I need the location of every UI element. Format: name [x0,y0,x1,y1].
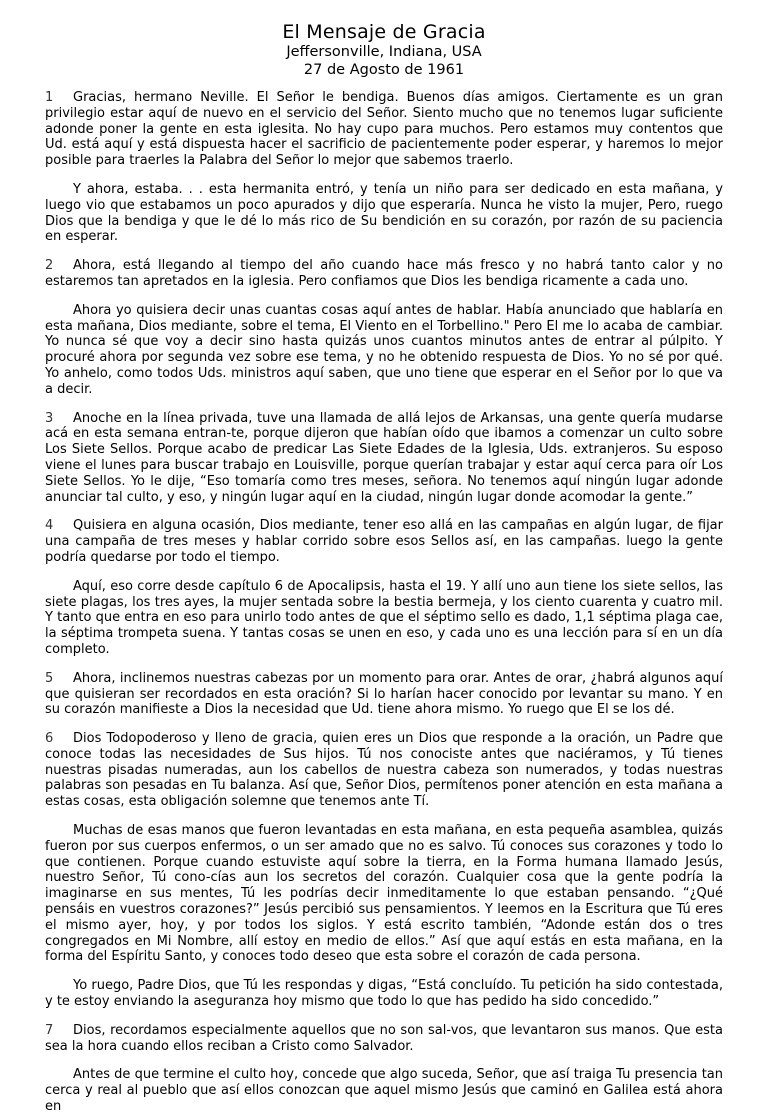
paragraph-number: 6 [45,731,54,747]
paragraph [45,258,723,290]
paragraph [45,90,723,169]
paragraph-number: 4 [45,518,54,534]
paragraph-text: Ahora, inclinemos nuestras cabezas por un momento para orar. Antes de orar, ¿habrá algunos aquí que quisieran ser recordados en esta oración? Si lo harían hacer conocido por levantar su mano. Y en su corazón manifieste a Dios la necesidad que Ud. tiene ahora mismo. Yo ruego que El se los dé. [45,670,723,718]
document-title: El Mensaje de Gracia [282,21,486,43]
paragraph [45,1067,723,1114]
paragraph-text: Quisiera en alguna ocasión, Dios mediante, tener eso allá en las campañas en algún lugar, de fijar una campaña de tres meses y hablar corrido sobre esos Sellos así, en las campañas. luego la gente podría quedarse por todo el tiempo. [45,518,723,565]
paragraph [45,579,723,658]
paragraph-text: Muchas de esas manos que fueron levantadas en esta mañana, en esta pequeña asamblea, quizás fueron por sus cuerpos enfermos, o un ser amado que no es salvo. Tú conoces sus corazones y todo lo que contienen. Porque cuando estuviste aquí sobre la tierra, en la Forma humana llamado Jesús, nuestro Señor, Tú cono-cías aun los secretos del corazón. Cualquier cosa que la gente podría la imaginarse en sus mentes, Tú les podrías decir inmeditamente lo que estaban pensando. “¿Qué pensáis en vuestros corazones?” Jesús percibió sus pensamientos. Y leemos en la Escritura que Tú eres el mismo ayer, hoy, y por todos los siglos. Y está escrito también, “Adonde están dos o tres congregados en Mi Nombre, allí estoy en medio de ellos.” Así que aquí estás en esta mañana, en la forma del Espíritu Santo, y conoces todo deseo que esta sobre el corazón de cada persona. [45,823,723,965]
paragraph [45,671,723,718]
paragraph-text: Aquí, eso corre desde capítulo 6 de Apocalipsis, hasta el 19. Y allí uno aun tiene los siete sellos, las siete plagas, los tres ayes, la mujer sentada sobre la bestia bermeja, y los ciento cuarenta y cuatro mil. Y tanto que entra en eso para unirlo todo antes de que el séptimo sello es dado, 1,1 séptima plaga cae, la séptima trompeta suena. Y tantas cosas se unen en eso, y cada uno es una lección para sí en un día completo. [45,578,723,657]
paragraph [45,411,723,506]
document-date: 27 de Agosto de 1961 [303,62,465,78]
paragraph-number: 2 [45,258,54,274]
paragraph-text: Ahora, está llegando al tiempo del año cuando hace más fresco y no habrá tanto calor y no estaremos tan apretados en la iglesia. Pero confiamos que Dios les bendiga ricamente a cada uno. [45,258,723,289]
document-body [45,90,723,1115]
paragraph [45,731,723,810]
paragraph-text: Yo ruego, Padre Dios, que Tú les respondas y digas, “Está concluído. Tu petición ha sido contestada, y te estoy enviando la aseguranza hoy mismo que todo lo que has pedido ha sido concedido.” [45,978,723,1010]
paragraph-text: Ahora yo quisiera decir unas cuantas cosas aquí antes de hablar. Había anunciado que hablaría en esta mañana, Dios mediante, sobre el tema, El Viento en el Torbellino." Pero El me lo acaba de cambiar. Yo nunca sé que voy a decir sino hasta quizás unos cuantos minutos antes de entrar al púlpito. Y procuré ahora por segunda vez sobre ese tema, y no he obtenido respuesta de Dios. Yo no sé por qué. Yo anhelo, como todos Uds. ministros aquí saben, que uno tiene que esperar en el Señor por lo que va a decir. [45,302,723,397]
document-location: Jeffersonville, Indiana, USA [286,44,482,60]
paragraph-text: Anoche en la línea privada, tuve una llamada de allá lejos de Arkansas, una gente quería mudarse acá en esta semana entran-te, porque dijeron que habían oído que ibamos a comenzar un culto sobre Los Siete Sellos. Porque acabo de predicar Las Siete Edades de la Iglesia, Uds. extranjeros. Su esposo viene el lunes para buscar trabajo en Louisville, porque querían trabajar y estar aquí cerca para oír Los Siete Sellos. Yo le dije, “Eso tomaría como tres meses, señora. No tenemos aquí ningún lugar adonde anunciar tal culto, y eso, y ningún lugar aquí en la ciudad, ningún lugar donde acomodar la gente.” [45,410,723,505]
paragraph [45,303,723,398]
paragraph [45,978,723,1010]
paragraph-number: 7 [45,1022,54,1038]
document-header [45,20,723,79]
paragraph [45,182,723,245]
paragraph-text: Antes de que termine el culto hoy, concede que algo suceda, Señor, que así traiga Tu presencia tan cerca y real al pueblo que así ellos conozcan que aquel mismo Jesús que caminó en Galilea está ahora en [45,1067,723,1115]
paragraph-number: 1 [45,90,54,105]
paragraph-number: 3 [45,410,54,426]
paragraph-text: Y ahora, estaba. . . esta hermanita entró, y tenía un niño para ser dedicado en esta mañana, y luego vio que estabamos un poco apurados y dijo que esperaría. Nunca he visto la mujer, Pero, ruego Dios que la bendiga y que le dé lo más rico de Su bendición en su corazón, por razón de su paciencia en esperar. [45,181,723,245]
paragraph-number: 5 [45,670,54,686]
paragraph-text: Dios, recordamos especialmente aquellos que no son sal-vos, que levantaron sus manos. Que esta sea la hora cuando ellos reciban a Cristo como Salvador. [45,1022,723,1054]
paragraph-text: Gracias, hermano Neville. El Señor le bendiga. Buenos días amigos. Ciertamente es un gran privilegio estar aquí de nuevo en el servicio del Señor. Siento mucho que no tenemos lugar suficiente adonde poner la gente en esta iglesita. No hay cupo para muchos. Pero estamos muy contentos que Ud. está aquí y está dispuesta hacer el sacrificio de pacientemente poder esperar, y haremos lo mejor posible para traerles la Palabra del Señor lo mejor que sabemos traerlo. [45,90,723,169]
paragraph [45,823,723,965]
paragraph-text: Dios Todopoderoso y lleno de gracia, quien eres un Dios que responde a la oración, un Padre que conoce todas las necesidades de Sus hijos. Tú nos conociste antes que naciéramos, y Tú tienes nuestras pisadas numeradas, aun los cabellos de nuestra cabeza son numerados, y todas nuestras palabras son pesadas en Tu balanza. Así que, Señor Dios, permítenos poner atención en esta mañana a estas cosas, esta obligación solemne que tenemos ante Tí. [45,731,723,810]
paragraph [45,1023,723,1055]
paragraph [45,518,723,565]
